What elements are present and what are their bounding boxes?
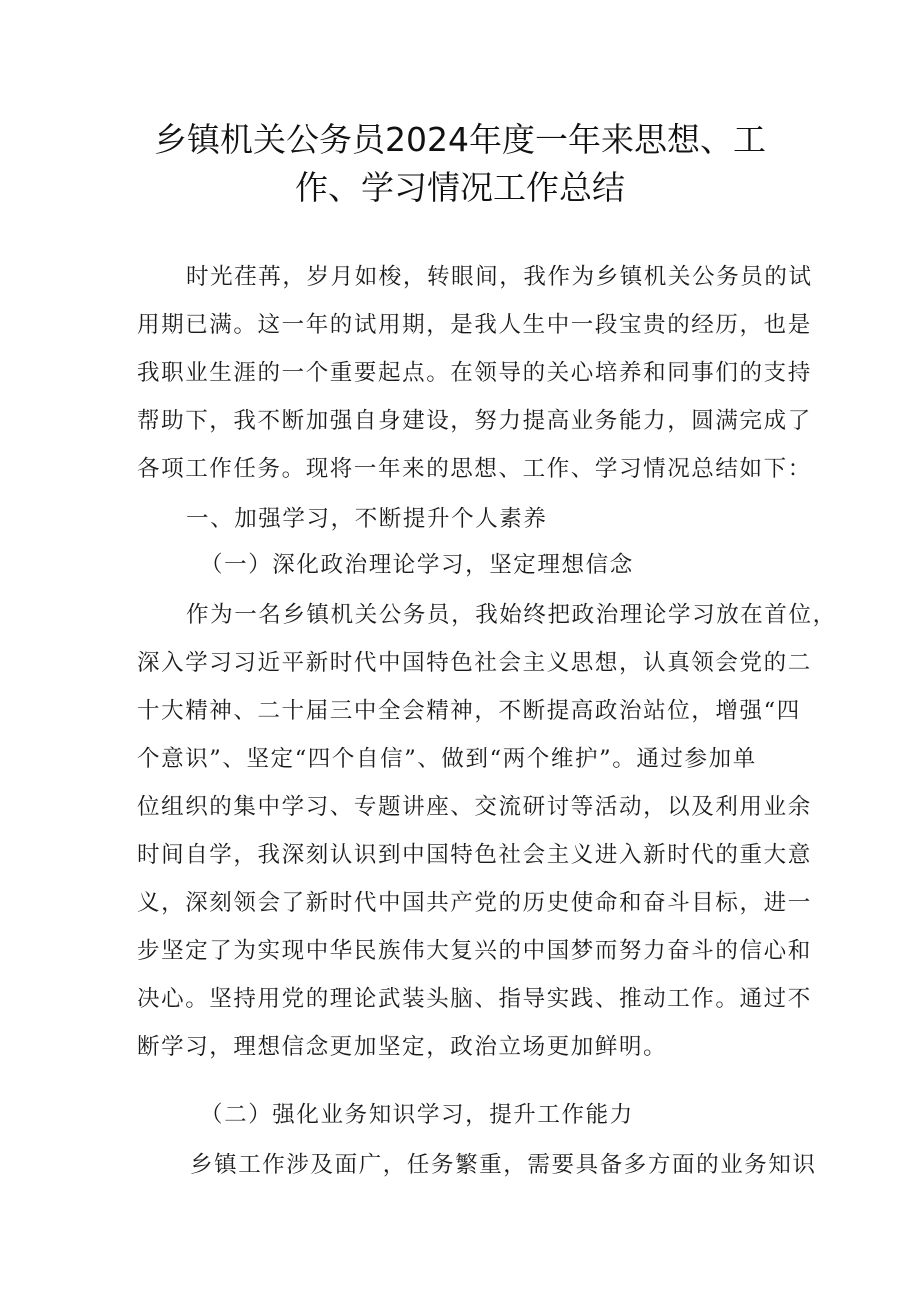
body-line: 义，深刻领会了新时代中国共产党的历史使命和奋斗目标，进一 (137, 890, 812, 916)
section-heading: 一、加强学习，不断提升个人素养 (186, 506, 548, 532)
body-line: 时光荏苒，岁月如梭，转眼间，我作为乡镇机关公务员的试 (186, 264, 813, 290)
body-line: 用期已满。这一年的试用期，是我人生中一段宝贵的经历，也是 (137, 312, 812, 338)
body-line: 决心。坚持用党的理论武装头脑、指导实践、推动工作。通过不 (137, 986, 812, 1012)
body-line: 作为一名乡镇机关公务员，我始终把政治理论学习放在首位， (186, 602, 837, 628)
body-line: 断学习，理想信念更加坚定，政治立场更加鲜明。 (137, 1034, 668, 1060)
document-title-line-1: 乡镇机关公务员2024年度一年来思想、工 (154, 120, 766, 159)
subsection-heading: （一）深化政治理论学习，坚定理想信念 (200, 552, 634, 578)
body-line: 深入学习习近平新时代中国特色社会主义思想，认真领会党的二 (137, 650, 812, 676)
subsection-heading: （二）强化业务知识学习，提升工作能力 (200, 1102, 634, 1128)
body-line: 个意识”、坚定“四个自信”、做到“两个维护”。通过参加单 (137, 746, 757, 772)
body-line: 帮助下，我不断加强自身建设，努力提高业务能力，圆满完成了 (137, 408, 812, 434)
body-line: 各项工作任务。现将一年来的思想、工作、学习情况总结如下： (137, 456, 812, 482)
body-line: 位组织的集中学习、专题讲座、交流研讨等活动，以及利用业余 (137, 794, 812, 820)
body-line: 乡镇工作涉及面广，任务繁重，需要具备多方面的业务知识 (190, 1152, 817, 1178)
body-line: 时间自学，我深刻认识到中国特色社会主义进入新时代的重大意 (137, 842, 812, 868)
body-line: 我职业生涯的一个重要起点。在领导的关心培养和同事们的支持 (137, 360, 812, 386)
body-line: 步坚定了为实现中华民族伟大复兴的中国梦而努力奋斗的信心和 (137, 938, 812, 964)
document-title-line-2: 作、学习情况工作总结 (295, 168, 625, 207)
body-line: 十大精神、二十届三中全会精神，不断提高政治站位，增强“四 (137, 698, 801, 724)
